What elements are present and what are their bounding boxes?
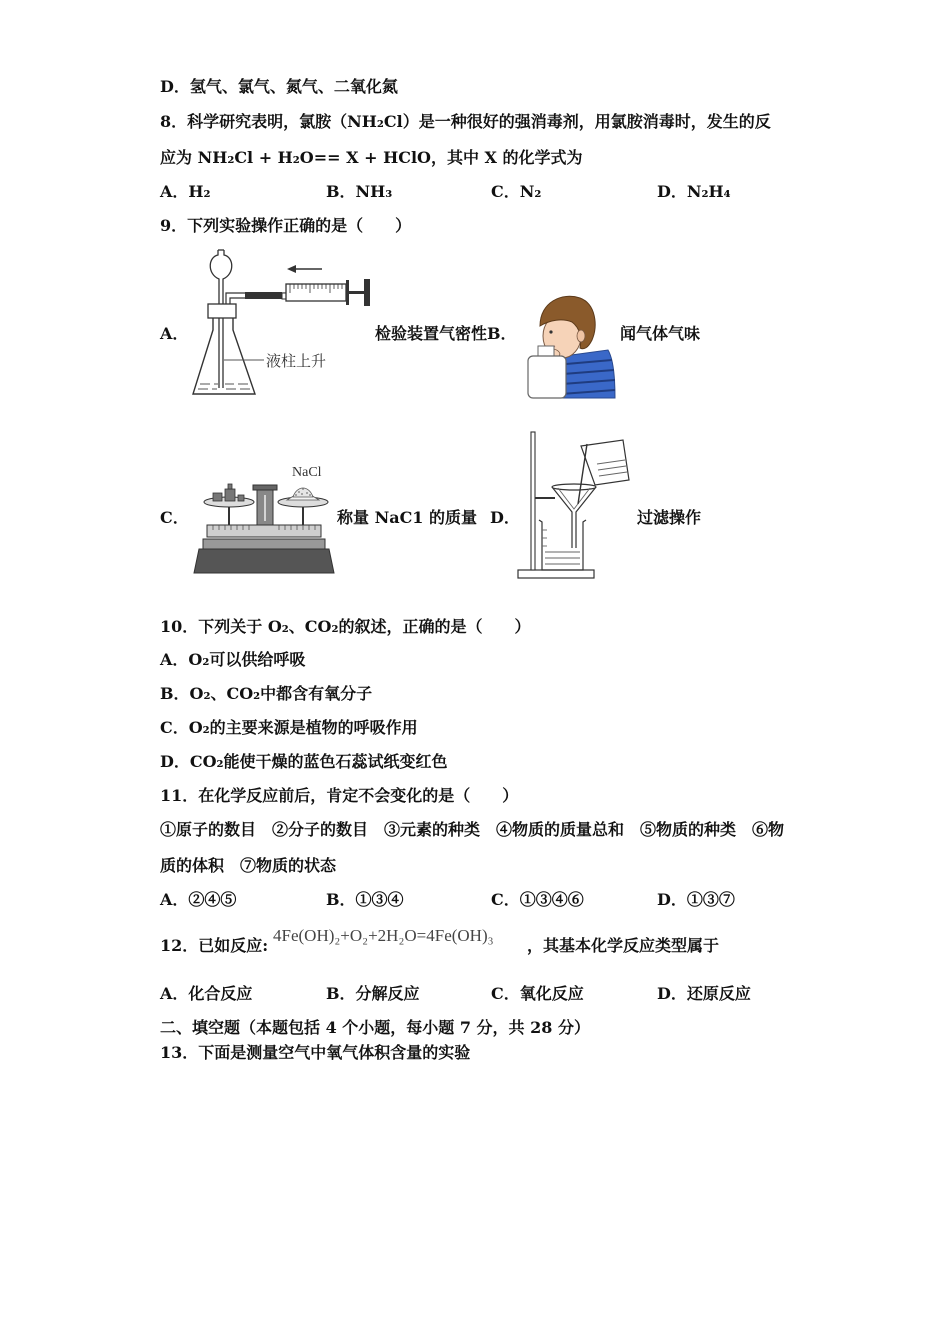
- balance-figure: [193, 455, 335, 575]
- nacl-pile: [287, 488, 319, 500]
- q9-option-c-caption: 称量 NaC1 的质量: [337, 508, 478, 527]
- pouring-beaker: [581, 440, 629, 485]
- q11-option-a: A．②④⑤: [160, 890, 237, 909]
- q11-items-line2: 质的体积 ⑦物质的状态: [160, 856, 337, 875]
- glass-rod: [578, 444, 587, 504]
- q12-equation: 4Fe(OH)₂+O₂+2H₂O=4Fe(OH)₃: [273, 926, 494, 945]
- q10-option-a: A．O₂可以供给呼吸: [160, 650, 306, 669]
- q9-option-a-label: A．: [160, 324, 189, 343]
- section2-heading: 二、填空题（本题包括 4 个小题，每小题 7 分，共 28 分）: [160, 1018, 590, 1037]
- smelling-gas-figure: [522, 290, 617, 400]
- q10-option-c: C．O₂的主要来源是植物的呼吸作用: [160, 718, 418, 737]
- q10-option-d: D．CO₂能使干燥的蓝色石蕊试纸变红色: [160, 752, 448, 771]
- q8-option-d: D．N₂H₄: [657, 182, 731, 201]
- weights: [213, 484, 244, 501]
- q8-option-b: B．NH₃: [326, 182, 393, 201]
- q11-items-line1: ①原子的数目 ②分子的数目 ③元素的种类 ④物质的质量总和 ⑤物质的种类 ⑥物: [160, 820, 785, 839]
- q8-stem-line1: 8．科学研究表明，氯胺（NH₂Cl）是一种很好的强消毒剂，用氯胺消毒时，发生的反: [160, 112, 771, 131]
- stand-rod: [531, 432, 535, 570]
- q8-stem-line2: 应为 NH₂Cl + H₂O== X + HClO，其中 X 的化学式为: [160, 148, 583, 167]
- q9-option-d-label: D．: [490, 508, 520, 527]
- receiving-beaker: [539, 520, 586, 570]
- q8-option-a: A．H₂: [160, 182, 211, 201]
- balance-base: [194, 549, 334, 573]
- conical-flask: [193, 318, 255, 394]
- q7-option-d: D．氢气、氯气、氮气、二氧化氮: [160, 77, 398, 96]
- q12-stem-suffix: ，其基本化学反应类型属于: [527, 936, 720, 955]
- q11-option-d: D．①③⑦: [657, 890, 735, 909]
- q12-option-a: A．化合反应: [160, 984, 253, 1003]
- q11-option-b: B．①③④: [326, 890, 404, 909]
- q13-stem: 13．下面是测量空气中氧气体积含量的实验: [160, 1043, 471, 1062]
- rubber-stopper: [208, 304, 236, 318]
- q9-stem: 9．下列实验操作正确的是（ ）: [160, 216, 412, 235]
- q10-stem: 10．下列关于 O₂、CO₂的叙述，正确的是（ ）: [160, 617, 531, 636]
- q9-option-a-caption-text: 检验装置气密性: [375, 324, 488, 343]
- q9-option-b-label: B．: [487, 324, 517, 343]
- stand-base: [518, 570, 594, 578]
- q9-option-d-caption: 过滤操作: [637, 508, 702, 527]
- q11-option-c: C．①③④⑥: [491, 890, 584, 909]
- q12-option-d: D．还原反应: [657, 984, 751, 1003]
- flask-liquid: [198, 384, 250, 389]
- q12-stem-prefix: 12．已如反应:: [160, 936, 269, 955]
- q10-option-b: B．O₂、CO₂中都含有氧分子: [160, 684, 373, 703]
- balance-beam: [207, 525, 321, 537]
- q12-option-c: C．氧化反应: [491, 984, 584, 1003]
- q9-option-b-caption: 闻气体气味: [620, 324, 701, 343]
- q9-option-a-caption: [375, 324, 517, 344]
- left-arrow-icon: [287, 265, 322, 273]
- q9-option-c-label: C．: [160, 508, 189, 527]
- nacl-label: NaCl: [292, 465, 322, 480]
- syringe: [282, 279, 370, 306]
- filter-funnel: [552, 484, 596, 548]
- rubber-connector: [245, 292, 282, 299]
- q8-option-c: C．N₂: [491, 182, 542, 201]
- liquid-rise-label: 液柱上升: [266, 354, 327, 370]
- airtightness-apparatus-figure: [188, 248, 378, 404]
- filtration-figure: [515, 430, 633, 580]
- balance-platform: [203, 539, 325, 549]
- q11-stem: 11．在化学反应前后，肯定不会变化的是（ ）: [160, 786, 519, 805]
- q12-option-b: B．分解反应: [326, 984, 420, 1003]
